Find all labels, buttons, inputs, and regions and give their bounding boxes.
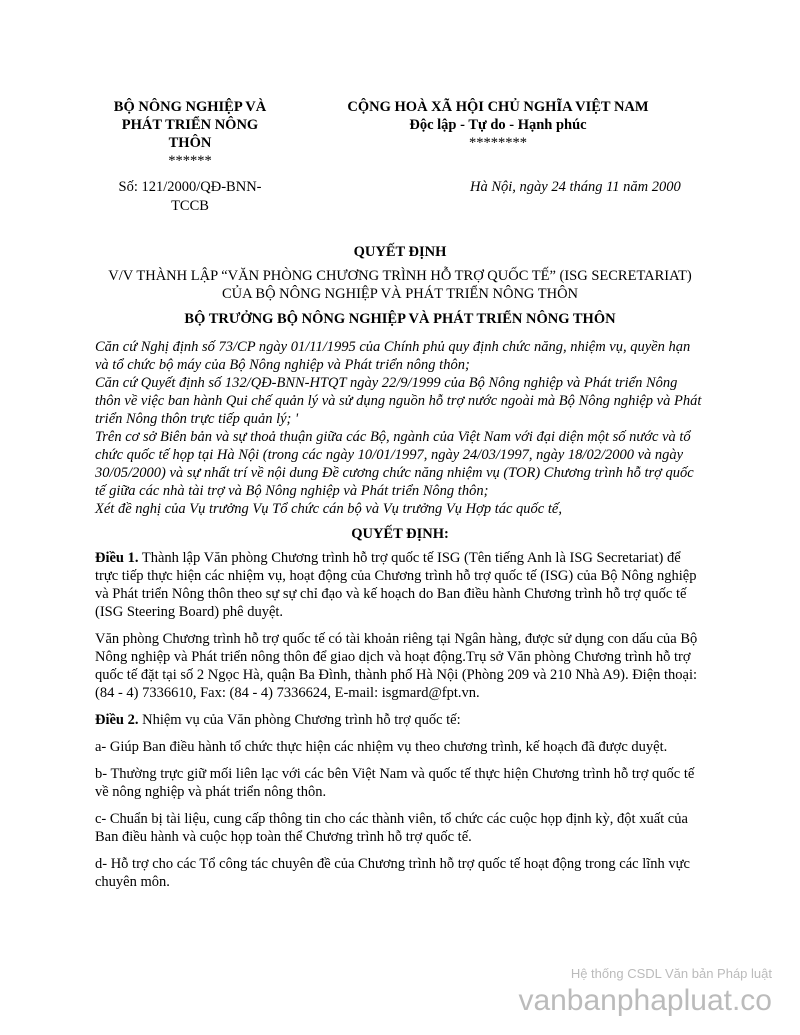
place-date: Hà Nội, ngày 24 tháng 11 năm 2000	[470, 179, 681, 195]
national-heading	[318, 98, 678, 152]
nation-stars: ********	[469, 135, 527, 151]
ministry-name-line1: BỘ NÔNG NGHIỆP VÀ	[113, 99, 267, 115]
national-motto: Độc lập - Tự do - Hạnh phúc	[409, 117, 587, 133]
preamble-paragraph: Căn cứ Quyết định số 132/QĐ-BNN-HTQT ngày 22/9/1999 của Bộ Nông nghiệp và Phát triển Nông thôn về việc ban hành Qui chế quản lý và sử dụng nguồn hỗ trợ nước ngoài mà Bộ Nông nghiệp và Phát triển Nông thôn trực tiếp quản lý; '	[95, 375, 702, 427]
article-1	[95, 549, 705, 621]
document-number	[95, 178, 285, 216]
watermark-domain: vanbanphapluat.co	[518, 984, 772, 1017]
article-2-label: Điều 2.	[95, 712, 139, 728]
article-2-text: Nhiệm vụ của Văn phòng Chương trình hỗ trợ quốc tế:	[138, 712, 461, 728]
preamble-paragraph: Căn cứ Nghị định số 73/CP ngày 01/11/1995 của Chính phủ quy định chức năng, nhiệm vụ, quyền hạn và tổ chức bộ máy của Bộ Nông nghiệp và Phát triển nông thôn;	[95, 339, 691, 373]
watermark-tagline: Hệ thống CSDL Văn bản Pháp luật	[570, 966, 772, 981]
duty-item: b- Thường trực giữ mối liên lạc với các bên Việt Nam và quốc tế thực hiện Chương trình hỗ trợ quốc tế về nông nghiệp và phát triển nông thôn.	[95, 766, 695, 800]
articles	[95, 549, 705, 891]
article-1-paragraph-2: Văn phòng Chương trình hỗ trợ quốc tế có tài khoản riêng tại Ngân hàng, được sử dụng con dấu của Bộ Nông nghiệp và Phát triển nông thôn để giao dịch và hoạt động.Trụ sở Văn phòng Chương trình hỗ trợ quốc tế đặt tại số 2 Ngọc Hà, quận Ba Đình, thành phố Hà Nội (Phòng 209 và 210 Nhà A9). Điện thoại: (84 - 4) 7336610, Fax: (84 - 4) 7336624, E-mail: isgmard@fpt.vn.	[95, 631, 698, 701]
decision-heading: QUYẾT ĐỊNH:	[351, 526, 449, 542]
ministry-stars: ******	[168, 153, 212, 169]
document-body	[95, 243, 705, 900]
document-subtitle: V/V THÀNH LẬP “VĂN PHÒNG CHƯƠNG TRÌNH HỖ TRỢ QUỐC TẾ” (ISG SECRETARIAT) CỦA BỘ NÔNG NGHIỆP VÀ PHÁT TRIỂN NÔNG THÔN	[108, 268, 692, 302]
article-2	[95, 711, 705, 729]
duty-item: d- Hỗ trợ cho các Tổ công tác chuyên đề của Chương trình hỗ trợ quốc tế hoạt động trong các lĩnh vực chuyên môn.	[95, 856, 690, 890]
minister-heading: BỘ TRƯỞNG BỘ NÔNG NGHIỆP VÀ PHÁT TRIỂN NÔNG THÔN	[184, 311, 616, 327]
site-watermark	[518, 966, 772, 1018]
duty-item: a- Giúp Ban điều hành tổ chức thực hiện các nhiệm vụ theo chương trình, kế hoạch đã được duyệt.	[95, 739, 668, 755]
preamble	[95, 338, 705, 518]
duty-item: c- Chuẩn bị tài liệu, cung cấp thông tin cho các thành viên, tổ chức các cuộc họp định kỳ, đột xuất của Ban điều hành và cuộc họp toàn thể Chương trình hỗ trợ quốc tế.	[95, 811, 688, 845]
document-number-line2: TCCB	[171, 198, 209, 214]
nation-name: CỘNG HOÀ XÃ HỘI CHỦ NGHĨA VIỆT NAM	[347, 99, 649, 115]
ministry-name-line2: PHÁT TRIỂN NÔNG	[121, 117, 259, 133]
preamble-paragraph: Xét đề nghị của Vụ trưởng Vụ Tổ chức cán bộ và Vụ trưởng Vụ Hợp tác quốc tế,	[95, 501, 562, 517]
document-number-line1: Số: 121/2000/QĐ-BNN-	[118, 179, 262, 195]
issuing-authority	[95, 98, 285, 170]
article-1-label: Điều 1.	[95, 550, 139, 566]
document-title: QUYẾT ĐỊNH	[353, 244, 447, 260]
article-1-text: Thành lập Văn phòng Chương trình hỗ trợ quốc tế ISG (Tên tiếng Anh là ISG Secretariat) để trực tiếp thực hiện các nhiệm vụ, hoạt động của Chương trình hỗ trợ quốc tế (ISG) của Bộ Nông nghiệp và Phát triển Nông thôn theo sự sự chỉ đạo và kế hoạch do Ban điều hành Chương trình hỗ trợ quốc tế (ISG Steering Board) phê duyệt.	[95, 550, 697, 620]
ministry-name-line3: THÔN	[168, 135, 212, 151]
preamble-paragraph: Trên cơ sở Biên bản và sự thoả thuận giữa các Bộ, ngành của Việt Nam với đại diện một số nước và tổ chức quốc tế họp tại Hà Nội (trong các ngày 10/01/1997, ngày 24/03/1997, ngày 18/02/2000 và ngày 30/05/2000) và sự nhất trí về nội dung Đề cương chức năng nhiệm vụ (TOR) Chương trình hỗ trợ quốc tế giữa các nhà tài trợ và Bộ Nông nghiệp và Phát triển Nông thôn;	[95, 429, 694, 499]
